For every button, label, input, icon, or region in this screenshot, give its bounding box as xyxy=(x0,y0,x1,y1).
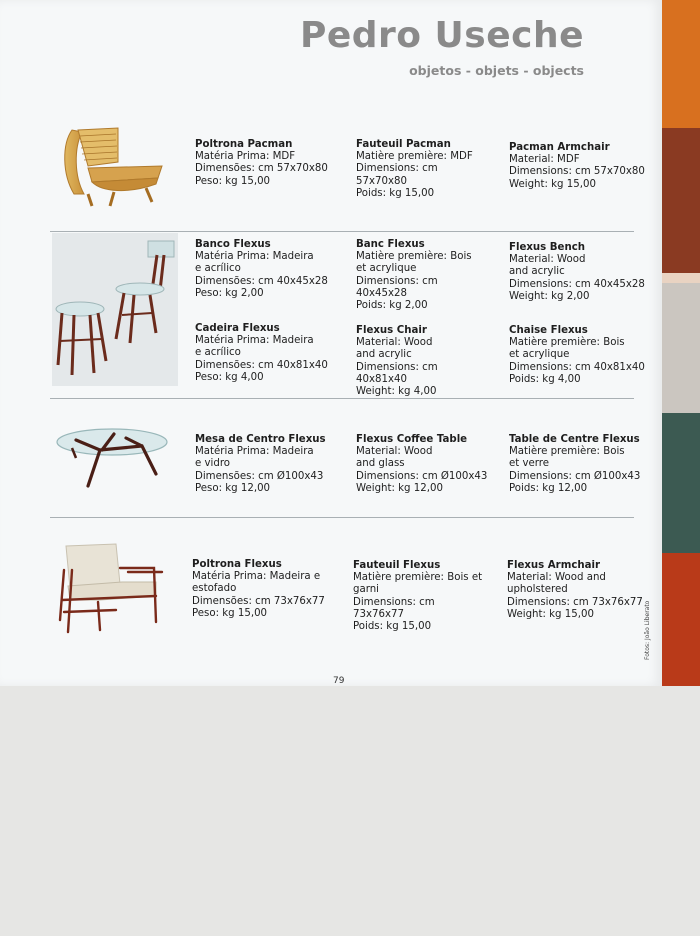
product-material: Material: Wood xyxy=(356,337,433,349)
product-pt xyxy=(195,239,330,300)
product-en xyxy=(509,434,649,495)
product-material-cont: and glass xyxy=(356,458,405,470)
product-material: Matéria Prima: Madeira e xyxy=(192,571,321,583)
divider xyxy=(50,231,634,232)
product-dimensions: Dimensões: cm 40x45x28 xyxy=(195,275,328,287)
product-name: Poltrona Flexus xyxy=(192,559,282,570)
flexus-bench-chair-photo xyxy=(52,233,178,386)
product-name: Fauteuil Pacman xyxy=(356,139,451,150)
product-material: Matière première: MDF xyxy=(356,151,473,163)
product-weight: Poids: kg 4,00 xyxy=(509,373,581,385)
product-material: Material: MDF xyxy=(509,154,580,166)
product-material-cont: et acrylique xyxy=(356,263,417,275)
product-material: Matière première: Bois et xyxy=(353,572,483,584)
product-material-cont: et verre xyxy=(509,458,550,470)
product-weight: Weight: kg 12,00 xyxy=(356,482,443,494)
product-name: Flexus Armchair xyxy=(507,560,601,571)
product-weight: Peso: kg 2,00 xyxy=(195,287,264,299)
product-name: Banc Flexus xyxy=(356,239,425,250)
product-name: Fauteuil Flexus xyxy=(353,560,441,571)
product-name: Flexus Bench xyxy=(509,242,586,253)
product-en xyxy=(509,242,649,303)
product-name: Table de Centre Flexus xyxy=(509,434,640,445)
product-weight: Weight: kg 15,00 xyxy=(507,608,594,620)
product-dimensions: Dimensions: cm 40x81x40 xyxy=(356,361,438,385)
product-fr xyxy=(356,139,491,200)
product-dimensions: Dimensões: cm 40x81x40 xyxy=(195,359,328,371)
product-name: Pacman Armchair xyxy=(509,142,610,153)
page-title: Pedro Useche xyxy=(299,15,584,56)
product-material-cont: and acrylic xyxy=(509,266,565,278)
product-dimensions: Dimensões: cm 73x76x77 xyxy=(192,595,325,607)
product-weight: Peso: kg 12,00 xyxy=(195,482,271,494)
product-material: Matéria Prima: Madeira xyxy=(195,335,314,347)
product-name: Mesa de Centro Flexus xyxy=(195,434,326,445)
product-dimensions: Dimensions: cm 40x45x28 xyxy=(509,278,645,290)
product-material-cont: e vidro xyxy=(195,458,231,470)
product-weight: Peso: kg 15,00 xyxy=(195,175,271,187)
product-material: Matéria Prima: Madeira xyxy=(195,446,314,458)
product-material-cont: estofado xyxy=(192,583,237,595)
product-weight: Poids: kg 2,00 xyxy=(356,300,428,312)
edge-band xyxy=(662,553,700,686)
product-weight: Poids: kg 15,00 xyxy=(353,621,432,633)
product-weight: Peso: kg 15,00 xyxy=(192,607,268,619)
flexus-coffee-table-photo xyxy=(54,424,170,490)
product-dimensions: Dimensions: cm 57x70x80 xyxy=(509,166,645,178)
product-material: Material: Wood xyxy=(509,254,586,266)
product-material-cont: and acrylic xyxy=(356,349,412,361)
product-dimensions: Dimensions: cm Ø100x43 xyxy=(509,470,641,482)
product-pt xyxy=(195,139,330,188)
product-material: Material: Wood xyxy=(356,446,433,458)
product-fr xyxy=(356,434,491,495)
photo-credit: Fotos: João Liberato xyxy=(644,600,651,660)
divider xyxy=(50,398,634,399)
product-pt xyxy=(195,323,330,384)
edge-band xyxy=(662,413,700,553)
product-material: Matéria Prima: Madeira xyxy=(195,251,314,263)
product-material: Material: Wood and xyxy=(507,572,606,584)
edge-band xyxy=(662,128,700,273)
product-pt xyxy=(192,559,327,620)
product-dimensions: Dimensões: cm 57x70x80 xyxy=(195,163,328,175)
product-fr xyxy=(356,239,491,312)
flexus-armchair-photo xyxy=(58,540,164,636)
product-material: Matière première: Bois xyxy=(509,337,625,349)
product-weight: Poids: kg 12,00 xyxy=(509,482,588,494)
product-dimensions: Dimensions: cm 73x76x77 xyxy=(353,596,435,620)
product-fr xyxy=(353,560,488,633)
product-name: Cadeira Flexus xyxy=(195,323,280,334)
product-material-cont: garni xyxy=(353,584,380,596)
page-number: 79 xyxy=(333,676,345,686)
edge-band xyxy=(662,283,700,413)
product-en xyxy=(509,325,649,386)
product-weight: Weight: kg 4,00 xyxy=(356,386,437,398)
product-material: Matière première: Bois xyxy=(509,446,625,458)
product-name: Chaise Flexus xyxy=(509,325,588,336)
product-en xyxy=(509,142,649,191)
edge-band xyxy=(662,0,700,128)
product-en xyxy=(507,560,647,621)
product-name: Poltrona Pacman xyxy=(195,139,293,150)
product-name: Banco Flexus xyxy=(195,239,271,250)
product-pt xyxy=(195,434,330,495)
product-dimensions: Dimensions: cm 57x70x80 xyxy=(356,163,438,187)
product-weight: Weight: kg 15,00 xyxy=(509,178,596,190)
product-fr xyxy=(356,325,491,398)
product-dimensions: Dimensions: cm Ø100x43 xyxy=(356,470,488,482)
product-weight: Weight: kg 2,00 xyxy=(509,290,590,302)
product-material-cont: upholstered xyxy=(507,584,568,596)
product-dimensions: Dimensions: cm 40x45x28 xyxy=(356,275,438,299)
product-dimensions: Dimensões: cm Ø100x43 xyxy=(195,470,324,482)
product-dimensions: Dimensions: cm 73x76x77 xyxy=(507,596,643,608)
product-material-cont: e acrílico xyxy=(195,263,241,275)
product-material-cont: e acrílico xyxy=(195,347,241,359)
product-material: Matière première: Bois xyxy=(356,251,472,263)
edge-band xyxy=(662,273,700,283)
product-dimensions: Dimensions: cm 40x81x40 xyxy=(509,361,645,373)
product-material: Matéria Prima: MDF xyxy=(195,151,296,163)
product-weight: Peso: kg 4,00 xyxy=(195,371,264,383)
pacman-armchair-photo xyxy=(58,122,166,208)
product-name: Flexus Chair xyxy=(356,325,427,336)
product-material-cont: et acrylique xyxy=(509,349,570,361)
divider xyxy=(50,517,634,518)
page-subtitle: objetos - objets - objects xyxy=(409,63,584,78)
product-name: Flexus Coffee Table xyxy=(356,434,468,445)
product-weight: Poids: kg 15,00 xyxy=(356,187,435,199)
